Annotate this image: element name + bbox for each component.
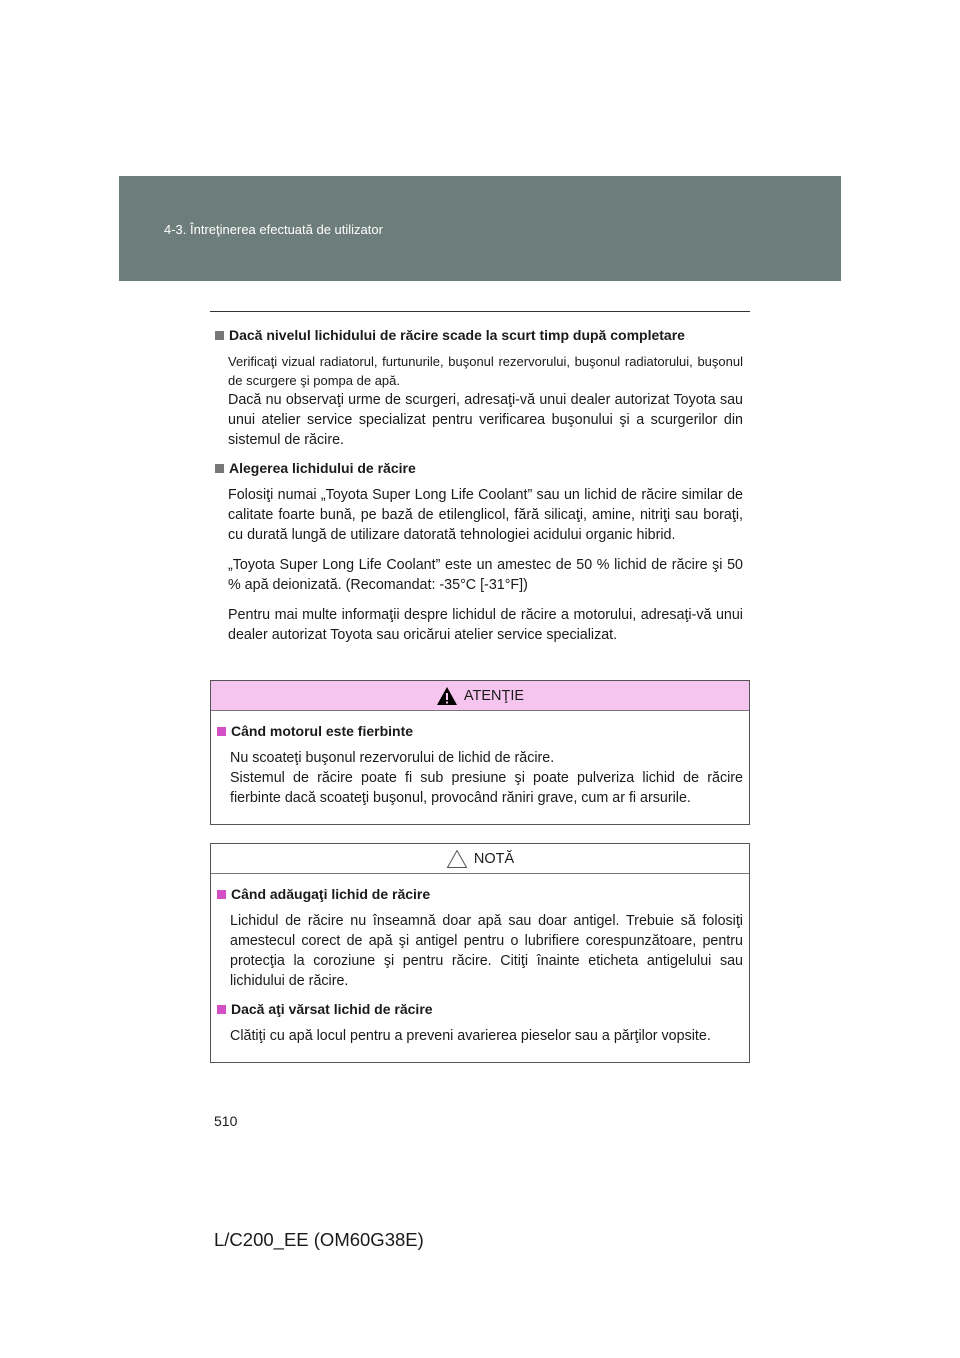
section-paragraph: Verificaţi vizual radiatorul, furtunurile, buşonul rezervorului, buşonul radiatorului, buşonul de scurgere şi pompa de apă. bbox=[228, 354, 743, 388]
header-bar bbox=[119, 176, 841, 281]
notice-paragraph: Clătiţi cu apă locul pentru a preveni avarierea pieselor sau a părţilor vopsite. bbox=[230, 1028, 711, 1044]
notice-triangle-icon bbox=[446, 849, 468, 869]
breadcrumb: 4-3. Întreţinerea efectuată de utilizator bbox=[164, 222, 383, 237]
square-bullet-icon bbox=[217, 1005, 226, 1014]
square-bullet-icon bbox=[215, 331, 224, 340]
square-bullet-icon bbox=[215, 464, 224, 473]
section-title-coolant-level: Dacă nivelul lichidului de răcire scade la scurt timp după completare bbox=[215, 327, 743, 343]
caution-paragraph: Sistemul de răcire poate fi sub presiune şi poate pulveriza lichid de răcire fierbinte dacă scoateţi buşonul, provocând răniri grave, cum ar fi arsurile. bbox=[230, 770, 743, 806]
notice-paragraph: Lichidul de răcire nu înseamnă doar apă sau doar antigel. Trebuie să folosiţi amestecul corect de apă şi antigel pentru o lubrifiere corespunzătoare, pentru protecţia la coroziune şi pentru răcire. Citiţi înainte eticheta antigelului sau lichidului de răcire. bbox=[230, 913, 743, 989]
square-bullet-icon bbox=[217, 890, 226, 899]
caution-paragraph: Nu scoateţi buşonul rezervorului de lichid de răcire. bbox=[230, 750, 555, 766]
notice-title-spilled: Dacă aţi vărsat lichid de răcire bbox=[217, 1001, 743, 1017]
divider bbox=[210, 311, 750, 312]
document-code: L/C200_EE (OM60G38E) bbox=[214, 1229, 424, 1250]
notice-title-adding: Când adăugaţi lichid de răcire bbox=[217, 886, 743, 902]
section-paragraph: Pentru mai multe informaţii despre lichidul de răcire a motorului, adresaţi-vă unui dealer autorizat Toyota sau oricărui atelier service specializat. bbox=[228, 607, 743, 643]
caution-header: ATENŢIE bbox=[211, 681, 749, 711]
notice-box bbox=[210, 843, 750, 1063]
section-paragraph: Folosiţi numai „Toyota Super Long Life Coolant” sau un lichid de răcire similar de calitate foarte bună, pe bază de etilenglicol, fără silicaţi, amine, nitriţi sau boraţi, cu durată lungă de utilizare datorată tehnologiei acidului organic hibrid. bbox=[228, 487, 743, 543]
square-bullet-icon bbox=[217, 727, 226, 736]
caution-title: Când motorul este fierbinte bbox=[217, 723, 743, 739]
warning-icon bbox=[436, 686, 458, 706]
main-content bbox=[215, 327, 743, 655]
section-paragraph: „Toyota Super Long Life Coolant” este un amestec de 50 % lichid de răcire şi 50 % apă deionizată. (Recomandat: -35°C [-31°F]) bbox=[228, 557, 743, 593]
section-title-coolant-choice: Alegerea lichidului de răcire bbox=[215, 460, 743, 476]
section-paragraph: Dacă nu observaţi urme de scurgeri, adresaţi-vă unui dealer autorizat Toyota sau unui atelier service specializat pentru verificarea buşonului şi a scurgerilor din sistemul de răcire. bbox=[228, 392, 743, 448]
caution-box bbox=[210, 680, 750, 825]
notice-header: NOTĂ bbox=[211, 844, 749, 874]
page-number: 510 bbox=[214, 1113, 238, 1129]
